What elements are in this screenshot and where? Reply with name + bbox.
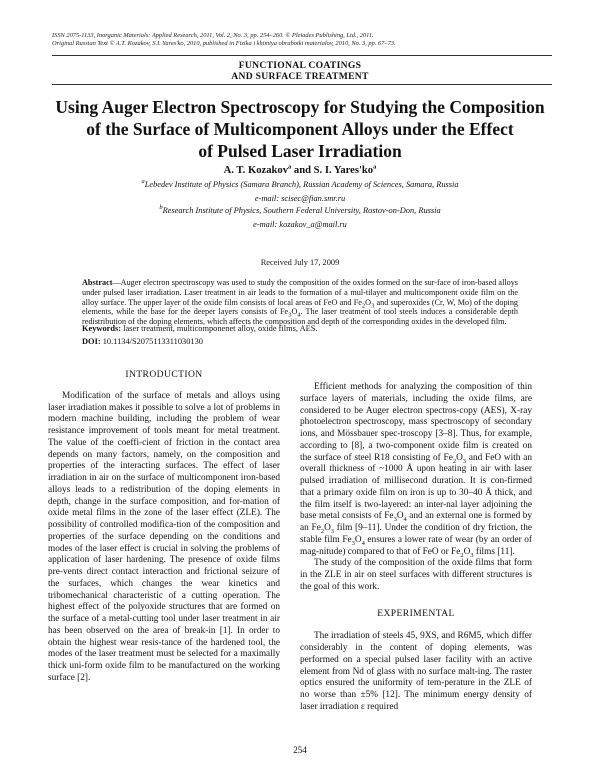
p2-sub: 3 (393, 516, 397, 524)
p2-text: and FeO with an overall thickness of ~1000 Å upon heating in air with laser pulsed irradiation of millisecond duration. It is con-firmed that a primary oxide film on iron is up to 30–40 Å thick, and the film itself is two-layered: an inter-nal layer adjoining the base metal consists of Fe (300, 452, 532, 522)
p2-sub: 2 (452, 457, 457, 465)
p2-sub: 2 (460, 551, 464, 559)
left-column (48, 369, 280, 685)
abstract-sub: 3 (371, 302, 375, 310)
p2-sub: 4 (403, 516, 407, 524)
abstract-text-2: O (365, 297, 372, 307)
p2-text: O (463, 546, 471, 557)
p2-text: Efficient methods for analyzing the composition of thin surface layers of materials, including the oxide films, are considered to be Auger electron spectros-copy (AES), X-ray photoelectron spectroscopy, mass spectroscopy of secondary ions, and Mössbauer spec-troscopy [3–8]. Thus, for example, according to [8], a two-component oxide film is created on the surface of steel R18 consisting of Fe (300, 382, 532, 463)
introduction-heading: INTRODUCTION (125, 369, 203, 380)
affiliation-a-email: e-mail: scisec@fian.smr.ru (254, 194, 346, 203)
p2-text: O (456, 452, 463, 463)
title-line-1: Using Auger Electron Spectroscopy for Studying the Composition (55, 97, 545, 117)
right-column (300, 382, 532, 714)
author-1: A. T. Kozakov (223, 165, 288, 176)
p2-sub: 4 (361, 539, 365, 547)
authors (0, 165, 600, 176)
author-2-affil-mark: a (373, 163, 377, 171)
experimental-heading: EXPERIMENTAL (377, 607, 455, 619)
intro-paragraph-1: Modification of the surface of metals and alloys using laser irradiation makes it possible to solve a lot of problems in modern machine building, including the problem of wear resistance improvement of tools meant for metal treatment. The value of the coeffi-cient of friction in the contact area depends on many factors, namely, on the composition and properties of the interacting surfaces. The effect of laser irradiation in air on the surface of multicomponent iron-based alloys leads to a redistribution of the doping elements in depth, change in the surface composition, and for-mation of oxide metal films in the zone of the laser effect (ZLE). The possibility of controlled modifica-tion of the composition and properties of the surface depending on the conditions and modes of the laser effect is crucial in solving the problems of application of laser hardening. The presence of oxide films pre-vents direct contact interaction and frictional seizure of the surfaces, which changes the wear kinetics and tribomechanical characteristic of a cutting operation. The highest effect of the polyoxide structures that are formed on the surface of a metal-cutting tool under laser treatment in air has been observed on the area of break-in [1]. In order to obtain the highest wear resis-tance of the hardened tool, the modes of the laser treatment must be selected for a maximally thick uni-form oxide film to be manufactured on the working surface [2]. (48, 390, 280, 683)
abstract-text-3: and superoxides (Cr, W, Mo) of the doping elements, while the base for the deeper layers consists of Fe (82, 297, 519, 317)
title-line-3: of Pulsed Laser Irradiation (198, 141, 402, 161)
authors-and: and (291, 165, 314, 176)
p2-sub: 2 (320, 527, 325, 535)
p2-text: films [11]. (473, 546, 515, 557)
abstract-label: Abstract (82, 278, 113, 287)
article-title (40, 96, 560, 162)
p2-sub: 3 (351, 539, 355, 547)
p2-text: O (396, 511, 404, 522)
doi (82, 337, 518, 347)
right-paragraph-3: The irradiation of steels 45, 9XS, and R6M5, which differ considerably in the content of doping elements, was performed on a special pulsed laser facility with an active element from Nd of glass with no surface malt-ing. The raster optics ensured the uniformity of tem-perature in the ZLE of no worse than ±5% [12]. The minimum energy density of laser irradiation ε required (300, 631, 532, 712)
abstract-text-1: Auger electron spectroscopy was used to study the composition of the oxides formed on the sur-face of iron-based alloys under pulsed laser irradiation. Laser treatment in air leads to the formation of a mul-tilayer and multicomponent oxide film on the alloy surface. The upper layer of the oxide film consists of local areas of FeO and Fe (82, 278, 518, 307)
header-line-1: ISSN 2075-1133, Inorganic Materials: Applied Research, 2011, Vol. 2, No. 3, pp. 254–260. © Pleiades Publishing, Ltd., 2011. (52, 32, 374, 39)
doi-text: 10.1134/S2075113311030130 (100, 337, 203, 346)
right-paragraph-2: The study of the composition of the oxide films that form in the ZLE in air on steel surfaces with different structures is the goal of this work. (300, 558, 532, 592)
affiliation-b-mark: b (159, 204, 163, 212)
p2-sub: 3 (330, 527, 335, 535)
section-line-1: FUNCTIONAL COATINGS (238, 60, 362, 71)
affiliation-b-email: e-mail: kozakov_a@mail.ru (253, 220, 347, 229)
affiliation-a (0, 180, 600, 191)
right-paragraph-1 (300, 382, 532, 558)
p2-sub: 3 (470, 551, 474, 559)
keywords-text: laser treatment, multicomponenet alloy, oxide films, AES. (121, 324, 318, 333)
doi-label: DOI: (82, 337, 101, 346)
p2-text: O (354, 534, 362, 545)
author-1-affil-mark: a (288, 163, 292, 171)
p2-text: and an external one is formed by an Fe (300, 511, 532, 533)
affiliation-a-mark: a (141, 178, 145, 186)
journal-header (52, 32, 552, 48)
abstract (82, 278, 518, 327)
affiliation-a-text: Lebedev Institute of Physics (Samara Branch), Russian Academy of Sciences, Samara, Russia (144, 180, 459, 189)
author-2: S. I. Yares'ko (313, 165, 374, 176)
page-number: 254 (293, 745, 307, 755)
header-line-2: Original Russian Text © A.T. Kozakov, S.I. Yares'ko, 2010, published in Fizika i khimiya obrabotki materialov, 2010, No. 3, pp. 67–73. (52, 40, 396, 47)
abstract-text-5: . The laser treatment of tool steels induces a considerable depth redistribution of the doping elements, which affects the composition and depth of the corresponding oxides in the developed film. (82, 307, 518, 327)
p2-text: O (324, 523, 331, 533)
p2-sub: 3 (462, 457, 467, 465)
keywords (82, 324, 518, 334)
abstract-sub: 4 (297, 312, 301, 320)
section-rule-bottom (52, 84, 552, 85)
abstract-text-4: O (291, 307, 298, 317)
section-rule-top (52, 55, 552, 56)
abstract-dash: — (112, 278, 121, 287)
keywords-label: Keywords: (82, 324, 122, 333)
title-line-2: of the Surface of Multicomponent Alloys under the Effect (86, 119, 514, 139)
abstract-sub: 2 (361, 302, 366, 310)
affiliation-b (0, 206, 600, 217)
received-date: Received July 17, 2009 (260, 258, 340, 267)
p2-text: film [9–11]. Under the condition of dry friction, the stable film Fe (300, 523, 532, 545)
affiliation-b-text: Research Institute of Physics, Southern Federal University, Rostov-on-Don, Russia (162, 206, 441, 215)
section-heading (0, 60, 600, 82)
abstract-sub: 3 (288, 312, 292, 320)
section-line-2: AND SURFACE TREATMENT (231, 71, 369, 82)
p2-text: ensures a lower rate of wear (by an order of mag-nitude) compared to that of FeO or Fe (300, 534, 533, 557)
